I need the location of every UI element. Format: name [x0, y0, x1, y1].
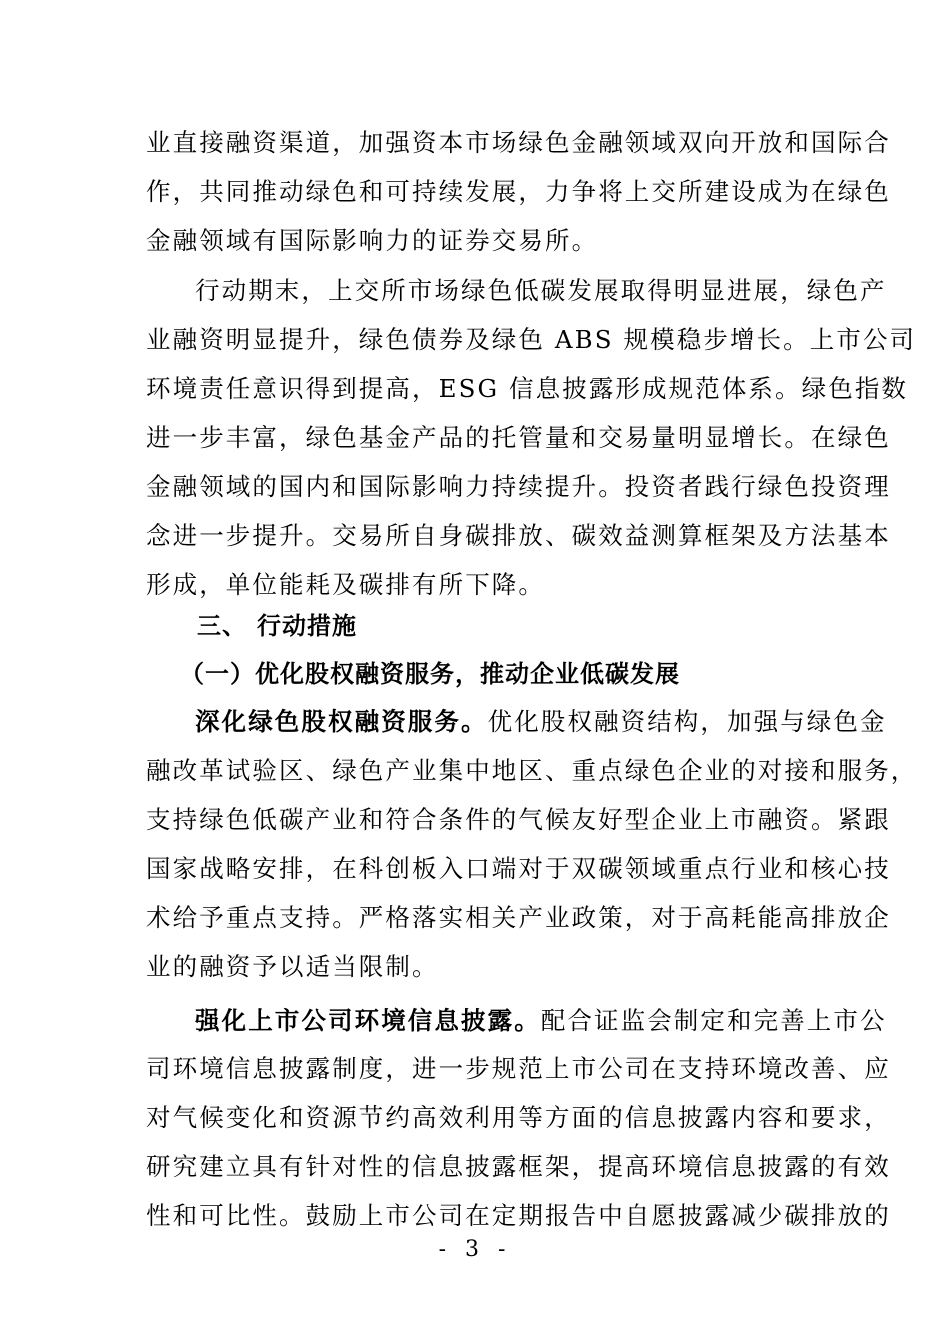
section-title: 行动措施 [257, 612, 357, 640]
paragraph-line: 术给予重点支持。严格落实相关产业政策，对于高耗能高排放企 [146, 903, 891, 932]
paragraph-line: 形成，单位能耗及碳排有所下降。 [146, 570, 545, 599]
paragraph-line: 对气候变化和资源节约高效利用等方面的信息披露内容和要求， [146, 1103, 891, 1132]
paragraph-line: 业融资明显提升，绿色债券及绿色 ABS 规模稳步增长。上市公司 [146, 325, 917, 354]
paragraph-line: 业的融资予以适当限制。 [146, 952, 439, 981]
paragraph-line: 作，共同推动绿色和可持续发展，力争将上交所建设成为在绿色 [146, 177, 891, 206]
paragraph-line-rest: 优化股权融资结构，加强与绿色金 [487, 707, 887, 736]
paragraph-line-rest: 配合证监会制定和完善上市公 [540, 1006, 887, 1035]
paragraph-line: 司环境信息披露制度，进一步规范上市公司在支持环境改善、应 [146, 1054, 891, 1083]
page-number: - 3 - [438, 1237, 512, 1262]
paragraph-line: 支持绿色低碳产业和符合条件的气候友好型企业上市融资。紧跟 [146, 805, 891, 834]
paragraph-bold-lead: 深化绿色股权融资服务。 [195, 707, 488, 736]
paragraph-line: 业直接融资渠道，加强资本市场绿色金融领域双向开放和国际合 [146, 128, 891, 157]
paragraph-line: 行动期末，上交所市场绿色低碳发展取得明显进展，绿色产 [195, 276, 887, 305]
paragraph-line: 进一步丰富，绿色基金产品的托管量和交易量明显增长。在绿色 [146, 423, 891, 452]
paragraph-line: 环境责任意识得到提高，ESG 信息披露形成规范体系。绿色指数 [146, 374, 909, 403]
paragraph-line: 融改革试验区、绿色产业集中地区、重点绿色企业的对接和服务， [146, 756, 918, 785]
paragraph-line: 国家战略安排，在科创板入口端对于双碳领域重点行业和核心技 [146, 854, 891, 883]
paragraph-line: 研究建立具有针对性的信息披露框架，提高环境信息披露的有效 [146, 1152, 891, 1181]
paragraph-first-line [195, 706, 887, 738]
paragraph-line: 金融领域的国内和国际影响力持续提升。投资者践行绿色投资理 [146, 472, 891, 501]
paragraph-first-line [195, 1005, 887, 1037]
paragraph-line: 金融领域有国际影响力的证券交易所。 [146, 226, 599, 255]
section-number: 三、 [197, 612, 247, 640]
paragraph-line: 性和可比性。鼓励上市公司在定期报告中自愿披露减少碳排放的 [146, 1201, 891, 1230]
paragraph-bold-lead: 强化上市公司环境信息披露。 [195, 1006, 541, 1035]
paragraph-line: 念进一步提升。交易所自身碳排放、碳效益测算框架及方法基本 [146, 521, 891, 550]
subsection-title: （一）优化股权融资服务，推动企业低碳发展 [180, 660, 680, 688]
